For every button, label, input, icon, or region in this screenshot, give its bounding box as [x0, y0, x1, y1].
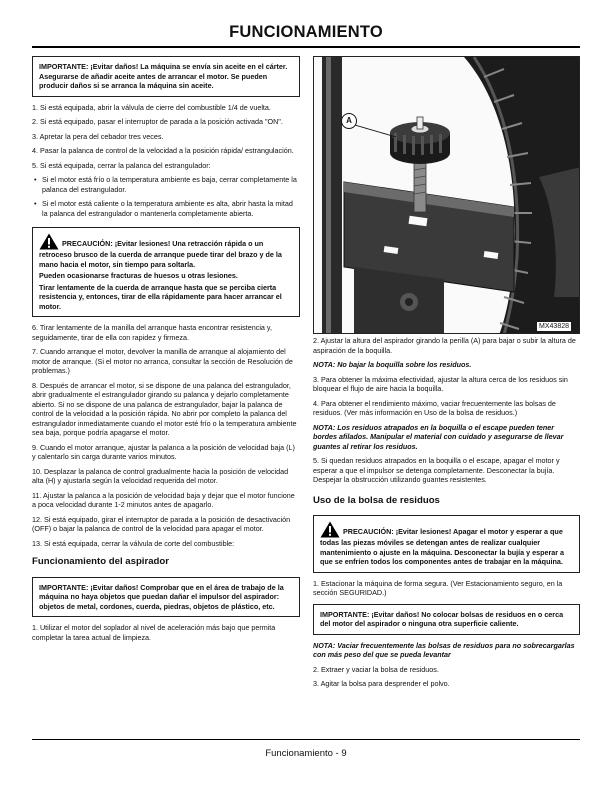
- vacuum-nozzle-illustration: [314, 57, 580, 334]
- page-number: Funcionamiento - 9: [265, 748, 347, 759]
- caution-bag-box: [313, 515, 580, 573]
- vacuum-step-2: 2. Ajustar la altura del aspirador girando la perilla (A) para bajar o subir la altura de aspiración de la boquilla.: [313, 336, 576, 355]
- section-heading-vacuum: Funcionamiento del aspirador: [32, 556, 169, 567]
- step-4: 4. Pasar la palanca de control de la velocidad a la posición rápida/ estrangulación.: [32, 146, 294, 155]
- bag-step-2: 2. Extraer y vaciar la bolsa de residuos.: [313, 664, 439, 674]
- caution-starter-box: [32, 227, 300, 317]
- caution-bag-text: PRECAUCIÓN: ¡Evitar lesiones! Apagar el motor y esperar a que todas las piezas móviles se detengan antes de realizar cualquier mantenimiento o ajuste en la máquina. Desconectar la bujía y esperar a que se enfríen todos los componentes antes de trabajar en la máquina.: [320, 527, 565, 567]
- step-9: 9. Cuando el motor arranque, ajustar la palanca a la posición de velocidad baja (L) y calentarlo sin carga durante varios minutos.: [32, 442, 295, 461]
- page-header: [32, 18, 580, 48]
- page-title: FUNCIONAMIENTO: [229, 23, 383, 41]
- step-5: 5. Si está equipada, cerrar la palanca del estrangulador:: [32, 160, 211, 170]
- step-10: 10. Desplazar la palanca de control gradualmente hacia la posición de velocidad alta (H) y ajustarla según la velocidad requerida del motor.: [32, 466, 289, 485]
- step-11: 11. Ajustar la palanca a la posición de velocidad baja y dejar que el motor funcione a poca velocidad durante 1-2 minutos antes de apagarlo.: [32, 490, 295, 509]
- important-hot-surface-text: IMPORTANTE: ¡Evitar daños! No colocar bolsas de residuos en o cerca del motor del aspirador o ninguna otra superficie caliente.: [320, 609, 564, 629]
- note-nozzle: NOTA: No bajar la boquilla sobre los residuos.: [313, 360, 472, 369]
- page-footer: [32, 739, 580, 761]
- right-column: [313, 56, 580, 694]
- vacuum-step-1: 1. Utilizar el motor del soplador al nivel de aceleración más bajo que permita completar la tarea actual de limpieza.: [32, 623, 276, 642]
- vacuum-step-3: 3. Para obtener la máxima efectividad, ajustar la altura cerca de los residuos sin bloquear el flujo de aire hacia la boquilla.: [313, 374, 568, 393]
- warning-triangle-icon: [39, 233, 59, 250]
- important-hot-surface-box: [313, 604, 580, 635]
- note-sharp-debris: NOTA: Los residuos atrapados en la boquilla o el escape pueden tener bordes afilados. Manipular el material con cuidado y asegurarse de llevar guantes al retirar los residuos.: [313, 422, 564, 451]
- caution-starter-line3: Tirar lentamente de la cuerda de arranque hasta que se perciba cierta resistencia y, entonces, tirar de ella rápidamente para hacer arrancar el motor.: [39, 282, 282, 311]
- important-impeller-text: IMPORTANTE: ¡Evitar daños! Comprobar que en el área de trabajo de la máquina no haya objetos que puedan dañar el impulsor del aspirador: objetos de metal, cordones, cuerda, piedras, objetos de plástico, etc.: [39, 582, 284, 611]
- step-12: 12. Si está equipado, girar el interruptor de parada a la posición de desactivación (OFF) o bajar la palanca de control de la velocidad para apagar el motor.: [32, 514, 291, 533]
- warning-triangle-icon: [320, 521, 340, 538]
- step-8: 8. Después de arrancar el motor, si se dispone de una palanca del estrangulador, abrir gradualmente el estrangulador girando su palanca y dejarlo completamente abierto. Si no se dispone de una palanca de estrangulador, bajar la palanca de control de la velocidad a la posición rápida. No abrir por completo la palanca del estrangulador inmediatamente cuando el motor esté frío o la temperatura ambiente sea baja, porque podría apagarse el motor.: [32, 380, 297, 437]
- step-6: 6. Tirar lentamente de la manilla del arranque hasta encontrar resistencia y, seguidamente, tirar de ella con rapidez y firmeza.: [32, 323, 272, 342]
- bullet-cold: • Si el motor está frío o la temperatura ambiente es baja, cerrar completamente la palanca del estrangulador.: [32, 175, 300, 194]
- step-7: 7. Cuando arranque el motor, devolver la manilla de arranque al alojamiento del motor de arranque. (Si el motor no arranca, consultar la sección de Resolución de problemas.): [32, 347, 293, 375]
- vacuum-step-4: 4. Para obtener el rendimiento máximo, vaciar frecuentemente las bolsas de residuos. (Ver más información en Uso de la bolsa de residuos.): [313, 398, 556, 417]
- section-heading-bag: Uso de la bolsa de residuos: [313, 494, 440, 506]
- nozzle-height-figure: [313, 56, 580, 334]
- bullet-warm: • Si el motor está caliente o la temperatura ambiente es alta, abrir hasta la mitad la palanca del estrangulador o mantenerla completamente abierta.: [32, 199, 300, 218]
- bag-step-1: 1. Estacionar la máquina de forma segura. (Ver Estacionamiento seguro, en la sección SEGURIDAD.): [313, 578, 563, 598]
- vacuum-step-5: 5. Si quedan residuos atrapados en la boquilla o el escape, apagar el motor y esperar a que el impulsor se detenga completamente. Desconectar la bujía. Despejar la obstrucción utilizando guantes resistentes.: [313, 456, 560, 484]
- step-13: 13. Si está equipada, cerrar la válvula de corte del combustible:: [32, 538, 235, 548]
- step-1: 1. Si está equipada, abrir la válvula de cierre del combustible 1/4 de vuelta.: [32, 102, 271, 112]
- figure-code: MX43828: [539, 322, 569, 330]
- important-oil-box: [32, 56, 300, 97]
- note-bag-weight: NOTA: Vaciar frecuentemente las bolsas de residuos para no sobrecargarlas con más peso del que se pueda levantar: [313, 640, 575, 660]
- step-2: 2. Si está equipado, pasar el interruptor de parada a la posición activada "ON".: [32, 117, 283, 126]
- left-column: [32, 56, 300, 647]
- important-oil-text: IMPORTANTE: ¡Evitar daños! La máquina se envía sin aceite en el cárter. Asegurarse de añadir aceite antes de arrancar el motor. Se pueden producir daños si se arranca la máquina sin aceite.: [39, 62, 288, 90]
- important-impeller-box: [32, 577, 300, 618]
- bag-step-3: 3. Agitar la bolsa para desprender el polvo.: [313, 679, 450, 689]
- step-3: 3. Apretar la pera del cebador tres veces.: [32, 131, 164, 141]
- caution-starter-lead: PRECAUCIÓN: ¡Evitar lesiones! Una retracción rápida o un retroceso brusco de la cuerda de arranque puede tirar del brazo y de la mano hacia el motor, sin tiempo para soltarla.: [39, 239, 282, 269]
- callout-a: A: [341, 113, 357, 129]
- caution-starter-line2: Pueden ocasionarse fracturas de huesos u otras lesiones.: [39, 271, 238, 280]
